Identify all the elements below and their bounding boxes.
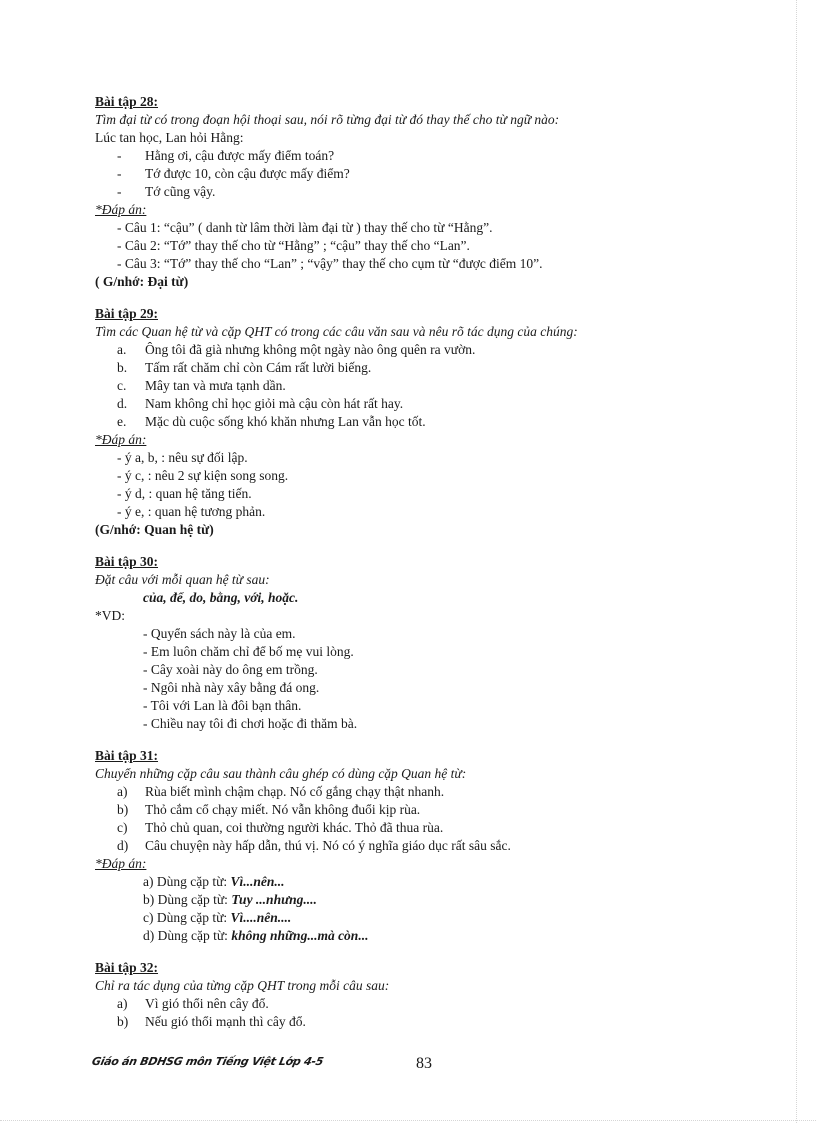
list-item <box>95 359 735 377</box>
answer-line: - Câu 1: “cậu” ( danh từ lâm thời làm đại từ ) thay thế cho từ “Hằng”. <box>117 220 493 235</box>
list-item <box>95 165 735 183</box>
exercise-29-title: Bài tập 29: <box>95 306 159 321</box>
exercise-30-title: Bài tập 30: <box>95 554 159 569</box>
list-marker: d. <box>117 396 128 411</box>
answer-prefix: c) Dùng cặp từ: <box>143 910 231 925</box>
exercise-28-prompt: Tìm đại từ có trong đoạn hội thoại sau, nói rõ từng đại từ đó thay thế cho từ ngữ nào: <box>95 112 560 127</box>
answer-line: - ý c, : nêu 2 sự kiện song song. <box>117 468 289 483</box>
list-item <box>95 837 735 855</box>
exercise-32 <box>95 959 735 1031</box>
page-edge-right <box>796 0 797 1123</box>
exercise-29-prompt: Tìm các Quan hệ từ và cặp QHT có trong các câu văn sau và nêu rõ tác dụng của chúng: <box>95 324 578 339</box>
list-item-text: Hằng ơi, cậu được mấy điểm toán? <box>145 148 335 163</box>
example-label: *VD: <box>95 608 125 623</box>
exercise-29 <box>95 305 735 539</box>
example-sentence: - Ngôi nhà này xây bằng đá ong. <box>143 680 320 695</box>
exercise-31 <box>95 747 735 945</box>
list-item <box>95 1013 735 1031</box>
answer-keyword: Tuy ...nhưng.... <box>231 892 317 907</box>
page-number: 83 <box>416 1055 432 1072</box>
list-item <box>95 819 735 837</box>
list-item-text: Ông tôi đã già nhưng không một ngày nào ông quên ra vườn. <box>145 342 476 357</box>
list-marker: a) <box>117 784 128 799</box>
answer-line: - Câu 3: “Tớ” thay thế cho “Lan” ; “vậy” thay thế cho cụm từ “được điểm 10”. <box>117 256 543 271</box>
answer-label: *Đáp án: <box>95 432 147 447</box>
list-marker: e. <box>117 414 127 429</box>
answer-keyword: Vì...nên... <box>230 874 285 889</box>
list-item-text: Mây tan và mưa tạnh dần. <box>145 378 286 393</box>
answer-line <box>95 873 735 891</box>
list-item-text: Thỏ cắm cổ chạy miết. Nó vẫn không đuổi kịp rùa. <box>145 802 421 817</box>
answer-line <box>95 909 735 927</box>
list-item <box>95 183 735 201</box>
list-item <box>95 413 735 431</box>
answer-line: - ý a, b, : nêu sự đối lập. <box>117 450 248 465</box>
list-item <box>95 783 735 801</box>
list-item-text: Nam không chỉ học giỏi mà cậu còn hát rất hay. <box>145 396 404 411</box>
list-marker: c. <box>117 378 127 393</box>
list-marker: c) <box>117 820 128 835</box>
answer-keyword: Vì....nên.... <box>230 910 292 925</box>
answer-label: *Đáp án: <box>95 202 147 217</box>
list-item <box>95 995 735 1013</box>
answer-line <box>95 891 735 909</box>
exercise-28 <box>95 93 735 291</box>
list-item-text: Tớ được 10, còn cậu được mấy điểm? <box>145 166 350 181</box>
list-marker: b) <box>117 802 129 817</box>
example-sentence: - Cây xoài này do ông em trồng. <box>143 662 318 677</box>
exercise-30-prompt: Đặt câu với mỗi quan hệ từ sau: <box>95 572 270 587</box>
list-item <box>95 801 735 819</box>
page-edge-bottom <box>0 1120 816 1121</box>
exercise-31-title: Bài tập 31: <box>95 748 159 763</box>
list-item-text: Thỏ chủ quan, coi thường người khác. Thỏ đã thua rùa. <box>145 820 444 835</box>
list-marker: a. <box>117 342 127 357</box>
list-item-text: Tấm rất chăm chỉ còn Cám rất lười biếng. <box>145 360 372 375</box>
exercise-31-prompt: Chuyển những cặp câu sau thành câu ghép có dùng cặp Quan hệ từ: <box>95 766 467 781</box>
list-marker: a) <box>117 996 128 1011</box>
relation-words: của, để, do, bằng, với, hoặc. <box>143 590 299 605</box>
answer-label: *Đáp án: <box>95 856 147 871</box>
memo-note: (G/nhớ: Quan hệ từ) <box>95 522 214 537</box>
memo-note: ( G/nhớ: Đại từ) <box>95 274 189 289</box>
answer-line: - ý d, : quan hệ tăng tiến. <box>117 486 252 501</box>
list-item <box>95 377 735 395</box>
example-sentence: - Quyển sách này là của em. <box>143 626 296 641</box>
list-item-text: Rùa biết mình chậm chạp. Nó cố gắng chạy thật nhanh. <box>145 784 445 799</box>
list-marker: - <box>117 148 122 163</box>
list-marker: b. <box>117 360 128 375</box>
answer-keyword: không những...mà còn... <box>231 928 369 943</box>
list-item-text: Nếu gió thổi mạnh thì cây đổ. <box>145 1014 306 1029</box>
exercise-32-title: Bài tập 32: <box>95 960 159 975</box>
exercise-32-prompt: Chỉ ra tác dụng của từng cặp QHT trong mỗi câu sau: <box>95 978 390 993</box>
answer-prefix: d) Dùng cặp từ: <box>143 928 232 943</box>
exercise-28-title: Bài tập 28: <box>95 94 159 109</box>
list-item <box>95 147 735 165</box>
example-sentence: - Chiều nay tôi đi chơi hoặc đi thăm bà. <box>143 716 358 731</box>
footer-course-title: Giáo án BDHSG môn Tiếng Việt Lớp 4-5 <box>90 1055 325 1068</box>
list-marker: d) <box>117 838 129 853</box>
answer-line: - ý e, : quan hệ tương phản. <box>117 504 266 519</box>
list-marker: - <box>117 184 122 199</box>
answer-line: - Câu 2: “Tớ” thay thế cho từ “Hằng” ; “cậu” thay thế cho “Lan”. <box>117 238 470 253</box>
answer-prefix: b) Dùng cặp từ: <box>143 892 232 907</box>
exercise-30 <box>95 553 735 733</box>
answer-line <box>95 927 735 945</box>
exercise-28-intro: Lúc tan học, Lan hỏi Hằng: <box>95 130 244 145</box>
list-marker: - <box>117 166 122 181</box>
list-item-text: Tớ cũng vậy. <box>145 184 216 199</box>
page-content <box>95 93 735 1031</box>
list-item <box>95 341 735 359</box>
list-marker: b) <box>117 1014 129 1029</box>
list-item-text: Câu chuyện này hấp dẫn, thú vị. Nó có ý nghĩa giáo dục rất sâu sắc. <box>145 838 511 853</box>
example-sentence: - Tôi với Lan là đôi bạn thân. <box>143 698 302 713</box>
example-sentence: - Em luôn chăm chỉ để bố mẹ vui lòng. <box>143 644 354 659</box>
list-item <box>95 395 735 413</box>
answer-prefix: a) Dùng cặp từ: <box>143 874 231 889</box>
list-item-text: Mặc dù cuộc sống khó khăn nhưng Lan vẫn học tốt. <box>145 414 426 429</box>
list-item-text: Vì gió thổi nên cây đổ. <box>145 996 269 1011</box>
